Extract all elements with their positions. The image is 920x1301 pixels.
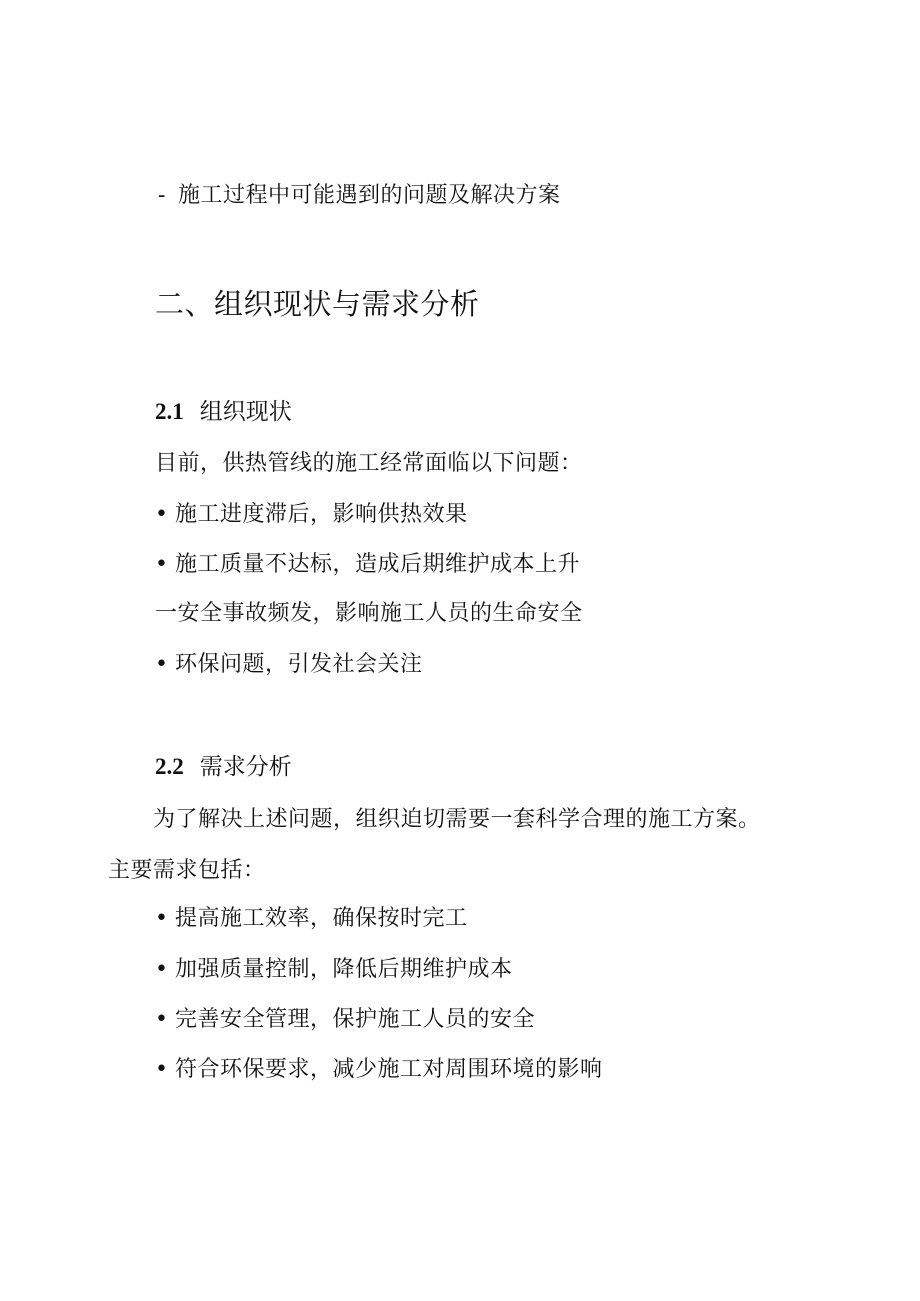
subsection-title: 需求分析 [199,754,292,780]
section-heading: 二、组织现状与需求分析 [155,287,480,321]
paragraph-lead: 目前，供热管线的施工经常面临以下问题： [155,451,583,476]
bullet-marker: • [155,552,169,577]
list-item [155,904,468,934]
subsection-title: 组织现状 [199,399,292,425]
bullet-marker: • [155,502,169,527]
subsection-heading-2-2 [155,752,292,782]
list-item-text: 完善安全管理，保护施工人员的安全 [175,1007,536,1032]
bullet-marker: • [155,1007,169,1032]
list-item [155,500,468,530]
paragraph-line: 主要需求包括： [108,858,266,883]
bullet-marker: • [155,652,169,677]
bullet-marker: • [155,906,169,931]
list-item-text: 环保问题，引发社会关注 [175,652,423,677]
list-item [155,955,513,985]
list-item [155,599,583,629]
list-item [155,650,423,680]
subsection-number: 2.2 [155,754,184,779]
list-item-text: 施工进度滞后，影响供热效果 [175,502,468,527]
subsection-number: 2.1 [155,399,184,424]
intro-list-item [158,181,561,211]
list-item-text: 加强质量控制，降低后期维护成本 [175,957,513,982]
bullet-marker: • [155,1057,169,1082]
list-item-text: 提高施工效率，确保按时完工 [175,906,468,931]
list-item-text: 一安全事故频发，影响施工人员的生命安全 [155,601,583,626]
subsection-heading-2-1 [155,397,292,427]
intro-item-text: 施工过程中可能遇到的问题及解决方案 [178,183,561,208]
list-item [155,1005,535,1035]
list-item-text: 施工质量不达标，造成后期维护成本上升 [175,552,581,577]
dash-marker: - [158,183,166,208]
paragraph-line: 为了解决上述问题，组织迫切需要一套科学合理的施工方案。 [153,807,761,832]
list-item [155,550,580,580]
list-item [155,1055,603,1085]
bullet-marker: • [155,957,169,982]
list-item-text: 符合环保要求，减少施工对周围环境的影响 [175,1057,603,1082]
